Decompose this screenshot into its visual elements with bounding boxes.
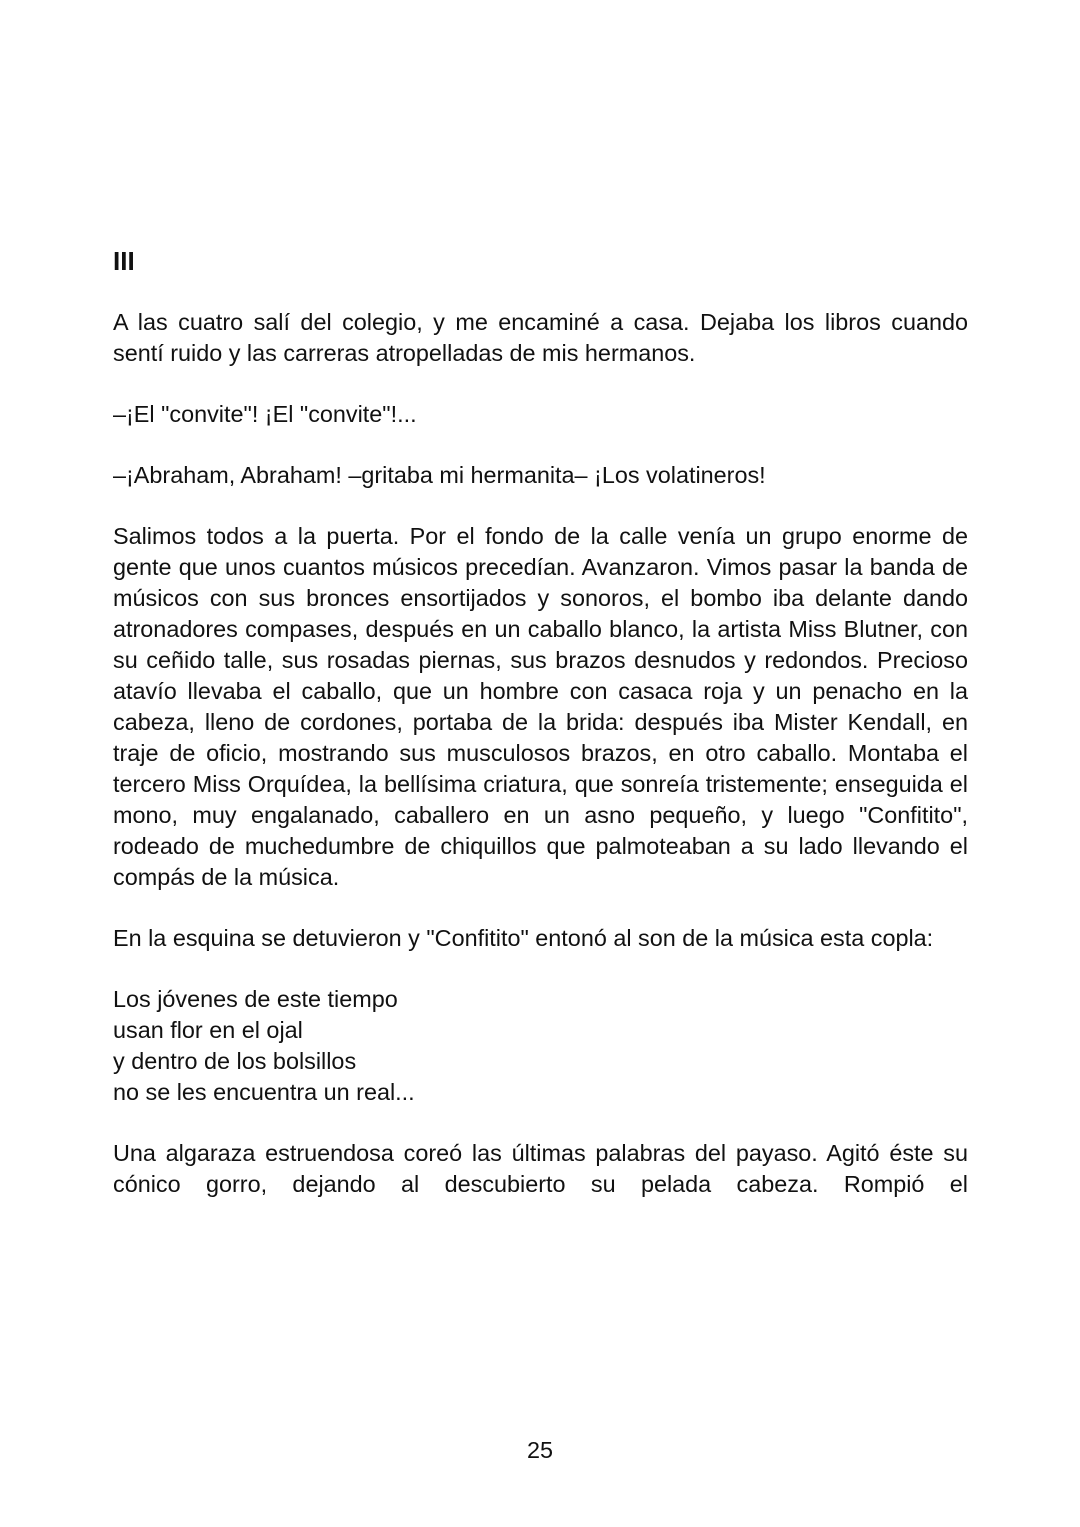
verse-line: no se les encuentra un real... [113,1079,415,1105]
dialogue-convite: –¡El "convite"! ¡El "convite"!... [113,401,417,427]
page-number: 25 [526,1437,554,1463]
paragraph-arrival: A las cuatro salí del colegio, y me encaminé a casa. Dejaba los libros cuando sentí ruido y las carreras atropelladas de mis hermanos. [113,309,968,366]
dialogue-volatineros: –¡Abraham, Abraham! –gritaba mi hermanita– ¡Los volatineros! [113,462,766,488]
verse-line: Los jóvenes de este tiempo [113,986,398,1012]
paragraph-parade: Salimos todos a la puerta. Por el fondo de la calle venía un grupo enorme de gente que unos cuantos músicos precedían. Avanzaron. Vimos pasar la banda de músicos con sus bronces ensortijados y sonoros, el bombo iba delante dando atronadores compases, después en un caballo blanco, la artista Miss Blutner, con su ceñido talle, sus rosadas piernas, sus brazos desnudos y redondos. Precioso atavío llevaba el caballo, que un hombre con casaca roja y un penacho en la cabeza, lleno de cordones, portaba de la brida: después iba Mister Kendall, en traje de oficio, mostrando sus musculosos brazos, en otro caballo. Montaba el tercero Miss Orquídea, la bellísima criatura, que sonreía tristemente; enseguida el mono, muy engalanado, caballero en un asno pequeño, y luego "Confitito", rodeado de muchedumbre de chiquillos que palmoteaban a su lado llevando el compás de la música. [113,523,968,890]
page-content [113,244,968,1230]
verse-line: y dentro de los bolsillos [113,1048,357,1074]
paragraph-closing: Una algaraza estruendosa coreó las últimas palabras del payaso. Agitó éste su cónico gorro, dejando al descubierto su pelada cabeza. Rompió el [113,1140,968,1197]
chapter-heading: III [113,246,135,276]
paragraph-copla-intro: En la esquina se detuvieron y "Confitito" entonó al son de la música esta copla: [113,925,934,951]
verse-block [113,984,968,1108]
verse-line: usan flor en el ojal [113,1017,303,1043]
